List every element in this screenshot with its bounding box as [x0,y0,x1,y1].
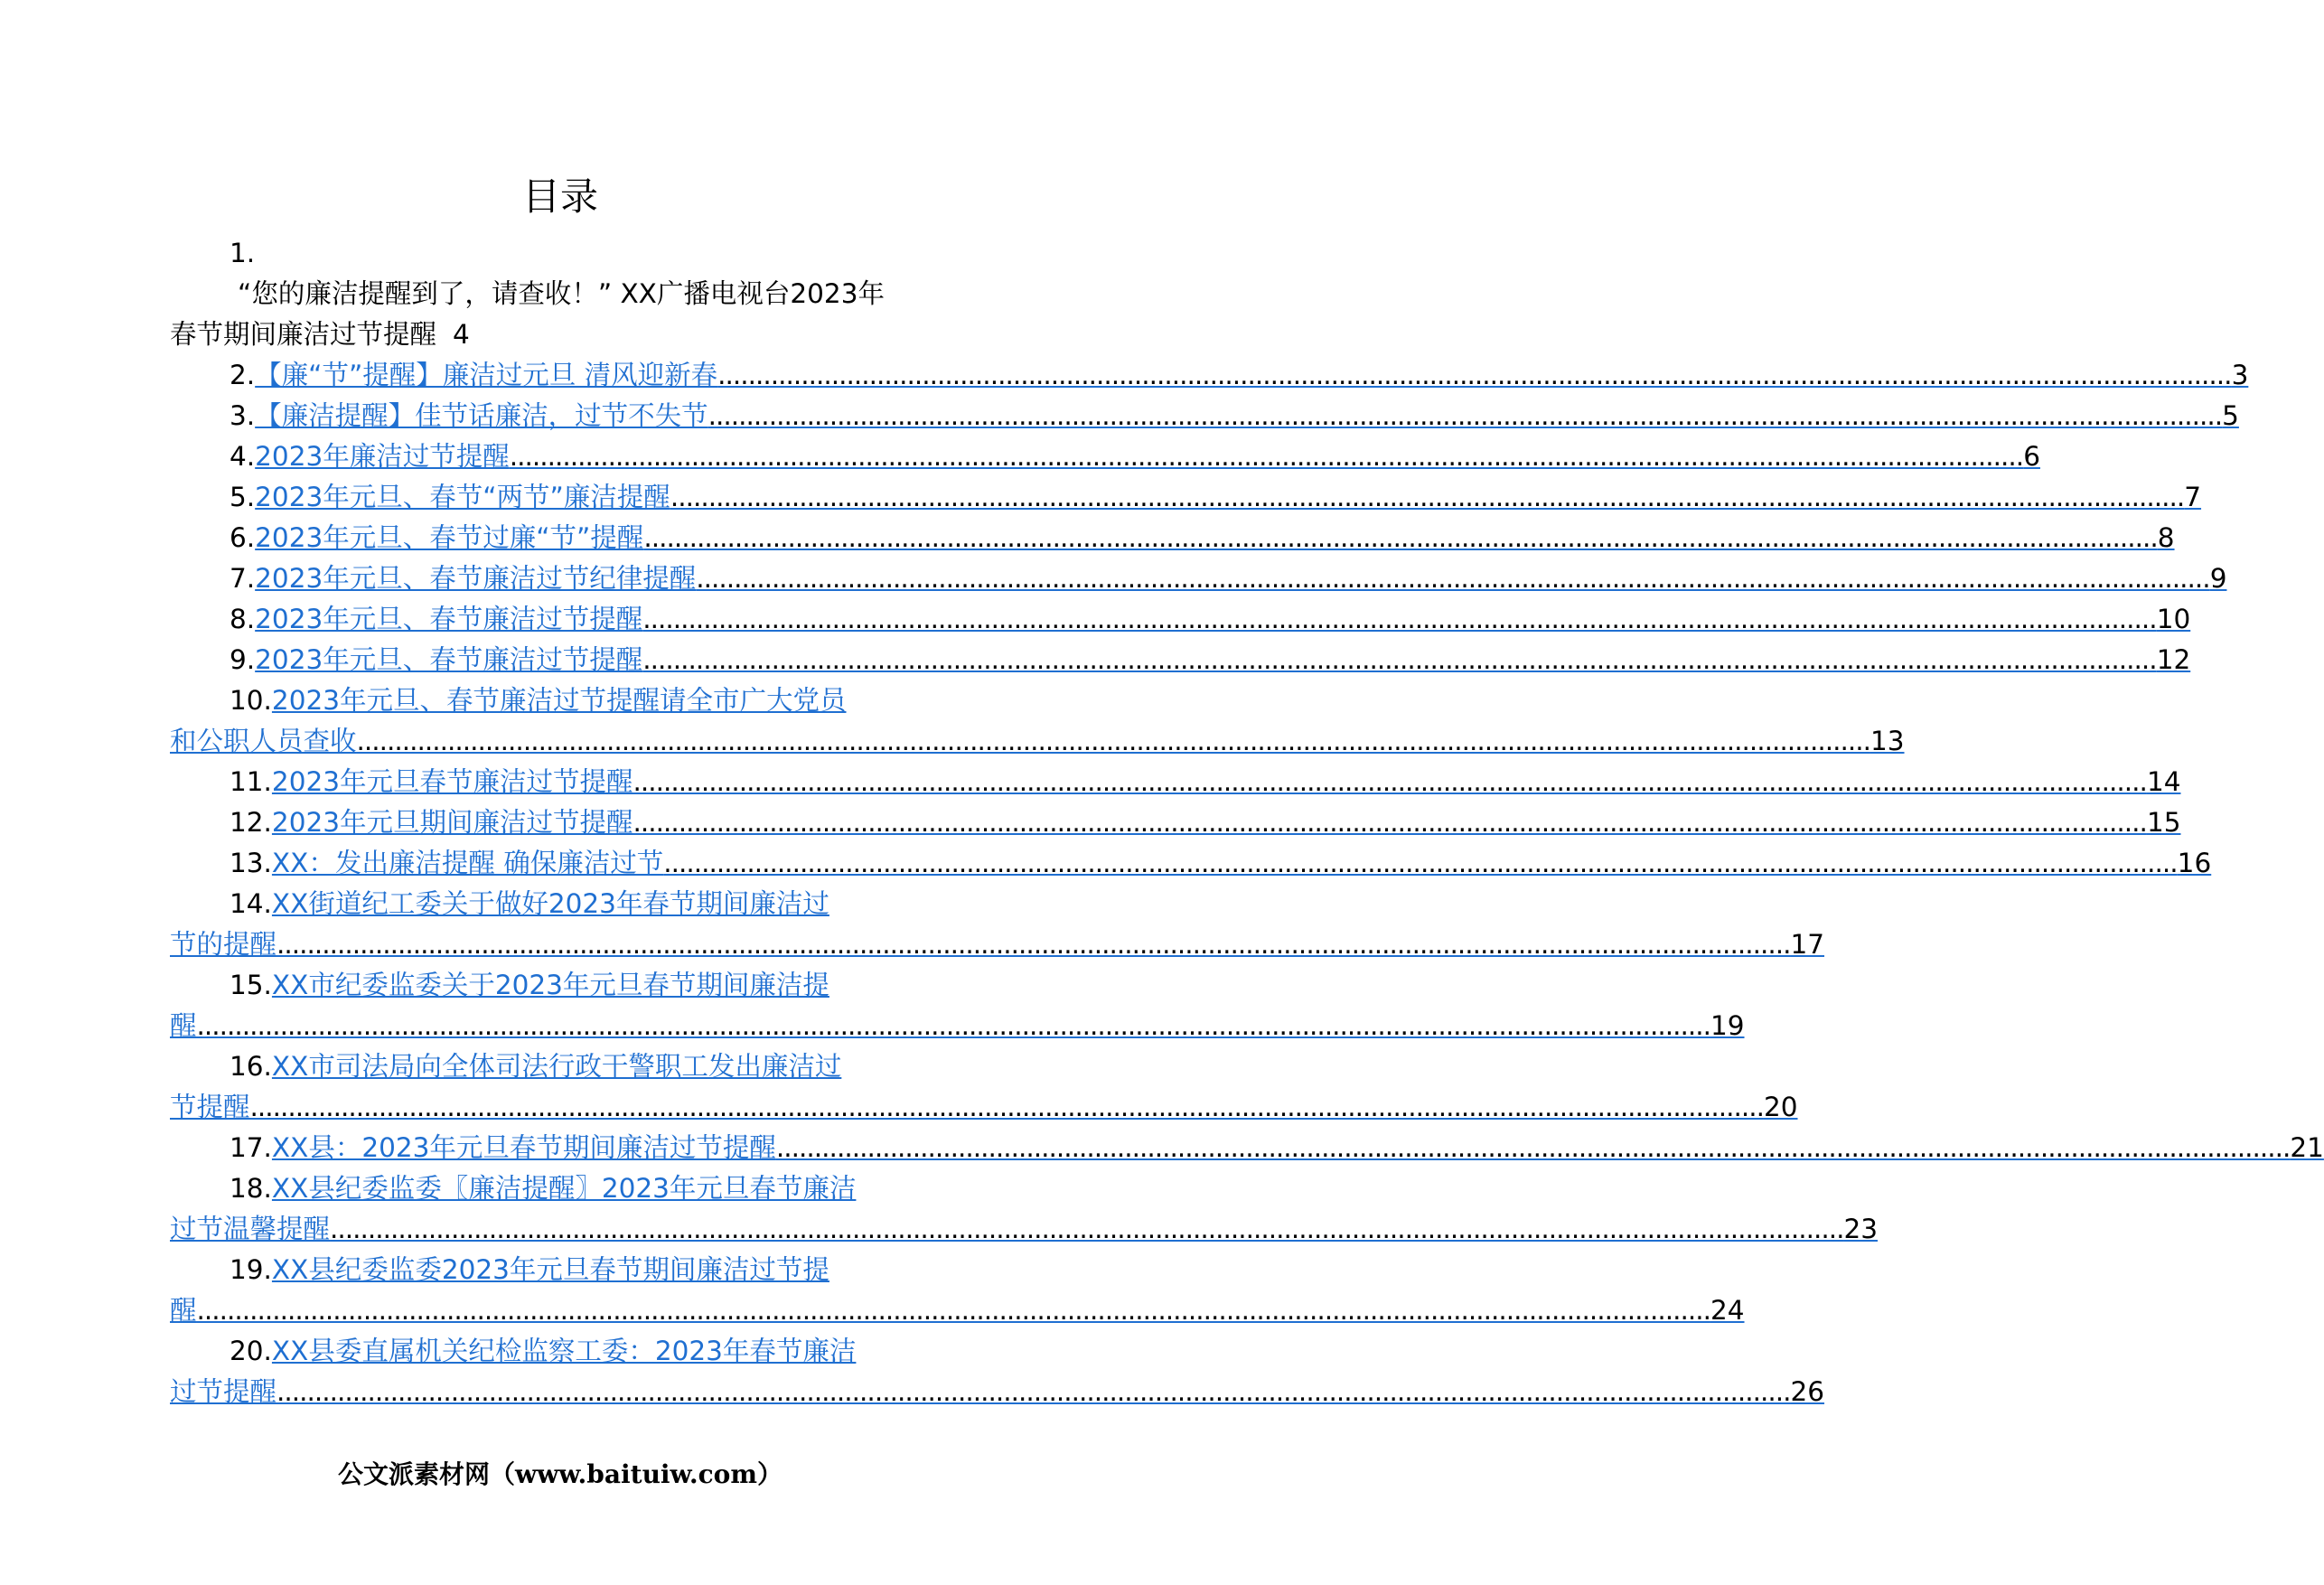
toc-entry-1 [170,233,952,355]
toc-entry-text-line1: “您的廉洁提醒到了，请查收！” XX广播电视台2023年 [238,278,885,309]
toc-entry-15[interactable] [170,965,1745,1046]
toc-entry-link[interactable]: 醒 [170,1295,197,1326]
toc-entry-line [170,1290,1745,1331]
toc-entry-number: 7. [230,563,256,594]
toc-entry-number: 20. [230,1336,272,1366]
toc-dot-leader: ........................................................................................................................................................................................................ [276,929,1791,960]
toc-entry-number: 9. [230,644,256,675]
toc-entry-4[interactable] [170,436,2040,477]
toc-entry-line [170,1331,952,1372]
toc-entry-page-number[interactable]: 3 [2231,360,2249,390]
toc-entry-line [170,1250,952,1290]
toc-list [170,355,2324,1412]
toc-entry-number: 18. [230,1173,272,1204]
toc-entry-14[interactable] [170,884,1825,965]
toc-entry-link[interactable]: 2023年元旦、春节“两节”廉洁提醒 [255,482,670,512]
toc-entry-page-number[interactable]: 24 [1710,1295,1745,1326]
toc-entry-20[interactable] [170,1331,1825,1412]
toc-entry-line [170,721,1905,762]
toc-entry-line [170,640,2191,680]
toc-dot-leader: ........................................................................................................................................................................................................ [633,766,2147,797]
toc-entry-line [170,1168,952,1209]
toc-entry-number: 5. [230,482,256,512]
toc-entry-page-number[interactable]: 16 [2177,848,2212,878]
toc-entry-19[interactable] [170,1250,1745,1331]
toc-dot-leader: ........................................................................................................................................................................................................ [249,1092,1764,1122]
toc-dot-leader: ........................................................................................................................................................................................................ [276,1376,1791,1407]
toc-entry-page-number[interactable]: 12 [2156,644,2191,675]
toc-entry-2[interactable] [170,355,2249,396]
toc-entry-number: 6. [230,522,256,553]
toc-entry-link[interactable]: 节的提醒 [170,929,277,960]
toc-entry-page-number[interactable]: 26 [1790,1376,1825,1407]
toc-entry-number: 10. [230,685,272,716]
toc-entry-link[interactable]: XX街道纪工委关于做好2023年春节期间廉洁过 [271,888,829,919]
toc-entry-link[interactable]: XX县纪委监委2023年元旦春节期间廉洁过节提 [271,1254,829,1285]
toc-entry-page-number[interactable]: 6 [2023,441,2040,472]
toc-dot-leader: ........................................................................................................................................................................................................ [708,400,2223,431]
toc-dot-leader: ........................................................................................................................................................................................................ [356,726,1870,756]
toc-entry-link[interactable]: XX县纪委监委〖廉洁提醒〗2023年元旦春节廉洁 [271,1173,857,1204]
footer-watermark: 公文派素材网（www.baituiw.com） [338,1459,782,1489]
toc-entry-page-number[interactable]: 9 [2209,563,2227,594]
toc-dot-leader: ........................................................................................................................................................................................................ [642,604,2157,634]
toc-entry-page-number[interactable]: 5 [2222,400,2239,431]
toc-entry-number: 12. [230,807,272,838]
toc-entry-number: 3. [230,400,256,431]
toc-entry-line [170,477,2202,518]
toc-entry-number: 1. [230,238,256,268]
toc-entry-page-number[interactable]: 13 [1870,726,1905,756]
toc-entry-link[interactable]: 【廉洁提醒】佳节话廉洁，过节不失节 [255,400,708,431]
toc-entry-link[interactable]: XX县：2023年元旦春节期间廉洁过节提醒 [271,1132,776,1163]
toc-entry-link[interactable]: 2023年元旦、春节过廉“节”提醒 [255,522,644,553]
toc-entry-line [170,965,952,1006]
table-of-contents [170,233,2324,1412]
toc-entry-11[interactable] [170,762,2181,802]
toc-entry-link[interactable]: 2023年元旦春节廉洁过节提醒 [271,766,633,797]
toc-entry-line [170,599,2191,640]
toc-dot-leader: ........................................................................................................................................................................................................ [330,1214,1844,1244]
toc-entry-line [170,802,2181,843]
toc-entry-page-number: 4 [453,319,470,350]
toc-entry-line [170,355,2249,396]
toc-entry-line [170,518,2175,558]
toc-entry-link[interactable]: XX市纪委监委关于2023年元旦春节期间廉洁提 [271,970,829,1000]
toc-dot-leader: ........................................................................................................................................................................................................ [509,441,2024,472]
toc-entry-line [170,436,2040,477]
toc-entry-link[interactable]: XX县委直属机关纪检监察工委：2023年春节廉洁 [271,1336,857,1366]
toc-entry-line [170,1128,2324,1168]
toc-entry-page-number[interactable]: 7 [2184,482,2202,512]
toc-entry-3[interactable] [170,396,2239,436]
toc-entry-line [170,1006,1745,1046]
toc-entry-page-number[interactable]: 15 [2146,807,2181,838]
toc-entry-line [170,680,952,721]
toc-entry-17[interactable] [170,1128,2324,1168]
toc-entry-page-number[interactable]: 20 [1763,1092,1798,1122]
toc-entry-5[interactable] [170,477,2202,518]
toc-entry-6[interactable] [170,518,2175,558]
toc-entry-page-number[interactable]: 19 [1710,1010,1745,1041]
toc-entry-13[interactable] [170,843,2212,884]
toc-dot-leader: ........................................................................................................................................................................................................ [775,1132,2291,1163]
toc-entry-number: 8. [230,604,256,634]
toc-dot-leader: ........................................................................................................................................................................................................ [633,807,2147,838]
toc-dot-leader: ........................................................................................................................................................................................................ [717,360,2232,390]
toc-entry-page-number[interactable]: 14 [2146,766,2181,797]
toc-entry-link[interactable]: 过节温馨提醒 [170,1214,331,1244]
toc-entry-line [170,558,2227,599]
toc-dot-leader: ........................................................................................................................................................................................................ [670,482,2185,512]
toc-entry-number: 11. [230,766,272,797]
toc-entry-link[interactable]: 【廉“节”提醒】廉洁过元旦 清风迎新春 [255,360,718,390]
toc-entry-link[interactable]: 节提醒 [170,1092,250,1122]
toc-entry-line [170,843,2212,884]
toc-entry-last-line [170,314,952,355]
toc-dot-leader: ........................................................................................................................................................................................................ [196,1010,1710,1041]
toc-entry-link[interactable]: 过节提醒 [170,1376,277,1407]
toc-entry-page-number[interactable]: 23 [1843,1214,1879,1244]
toc-dot-leader: ........................................................................................................................................................................................................ [643,522,2158,553]
toc-entry-text-line2: 春节期间廉洁过节提醒 [170,319,437,350]
toc-entry-number: 19. [230,1254,272,1285]
toc-entry-number: 17. [230,1132,272,1163]
toc-entry-7[interactable] [170,558,2227,599]
toc-entry-link[interactable]: 和公职人员查收 [170,726,357,756]
toc-entry-line [170,396,2239,436]
toc-entry-link[interactable]: 2023年元旦、春节廉洁过节提醒 [255,604,643,634]
toc-entry-number: 2. [230,360,256,390]
toc-entry-line [170,762,2181,802]
toc-entry-page-number[interactable]: 10 [2156,604,2191,634]
toc-entry-link[interactable]: 2023年廉洁过节提醒 [255,441,510,472]
toc-entry-page-number[interactable]: 17 [1790,929,1825,960]
toc-dot-leader: ........................................................................................................................................................................................................ [196,1295,1710,1326]
toc-entry-link[interactable]: 醒 [170,1010,197,1041]
toc-entry-line [170,1087,1798,1128]
toc-entry-link[interactable]: 2023年元旦、春节廉洁过节提醒请全市广大党员 [271,685,847,716]
toc-entry-number: 16. [230,1051,272,1082]
toc-entry-link[interactable]: 2023年元旦期间廉洁过节提醒 [271,807,633,838]
toc-entry-16[interactable] [170,1046,1798,1128]
toc-entry-link[interactable]: XX市司法局向全体司法行政干警职工发出廉洁过 [271,1051,842,1082]
toc-entry-number: 15. [230,970,272,1000]
toc-entry-link[interactable]: 2023年元旦、春节廉洁过节提醒 [255,644,643,675]
toc-entry-12[interactable] [170,802,2181,843]
page-title: 目录 [521,174,598,219]
toc-entry-line [170,1046,952,1087]
toc-dot-leader: ........................................................................................................................................................................................................ [696,563,2210,594]
toc-entry-line [170,1209,1879,1250]
toc-entry-number: 14. [230,888,272,919]
toc-entry-9[interactable] [170,640,2191,680]
toc-entry-10[interactable] [170,680,1905,762]
toc-dot-leader: ........................................................................................................................................................................................................ [663,848,2178,878]
toc-entry-line [170,924,1825,965]
toc-entry-link[interactable]: XX：发出廉洁提醒 确保廉洁过节 [271,848,664,878]
toc-entry-line [170,884,952,924]
toc-dot-leader: ........................................................................................................................................................................................................ [642,644,2157,675]
toc-entry-8[interactable] [170,599,2191,640]
toc-entry-number: 13. [230,848,272,878]
toc-entry-number: 4. [230,441,256,472]
toc-entry-18[interactable] [170,1168,1879,1250]
toc-entry-line [170,1372,1825,1412]
toc-entry-page-number[interactable]: 21 [2290,1132,2324,1163]
toc-entry-link[interactable]: 2023年元旦、春节廉洁过节纪律提醒 [255,563,697,594]
toc-entry-page-number[interactable]: 8 [2157,522,2175,553]
